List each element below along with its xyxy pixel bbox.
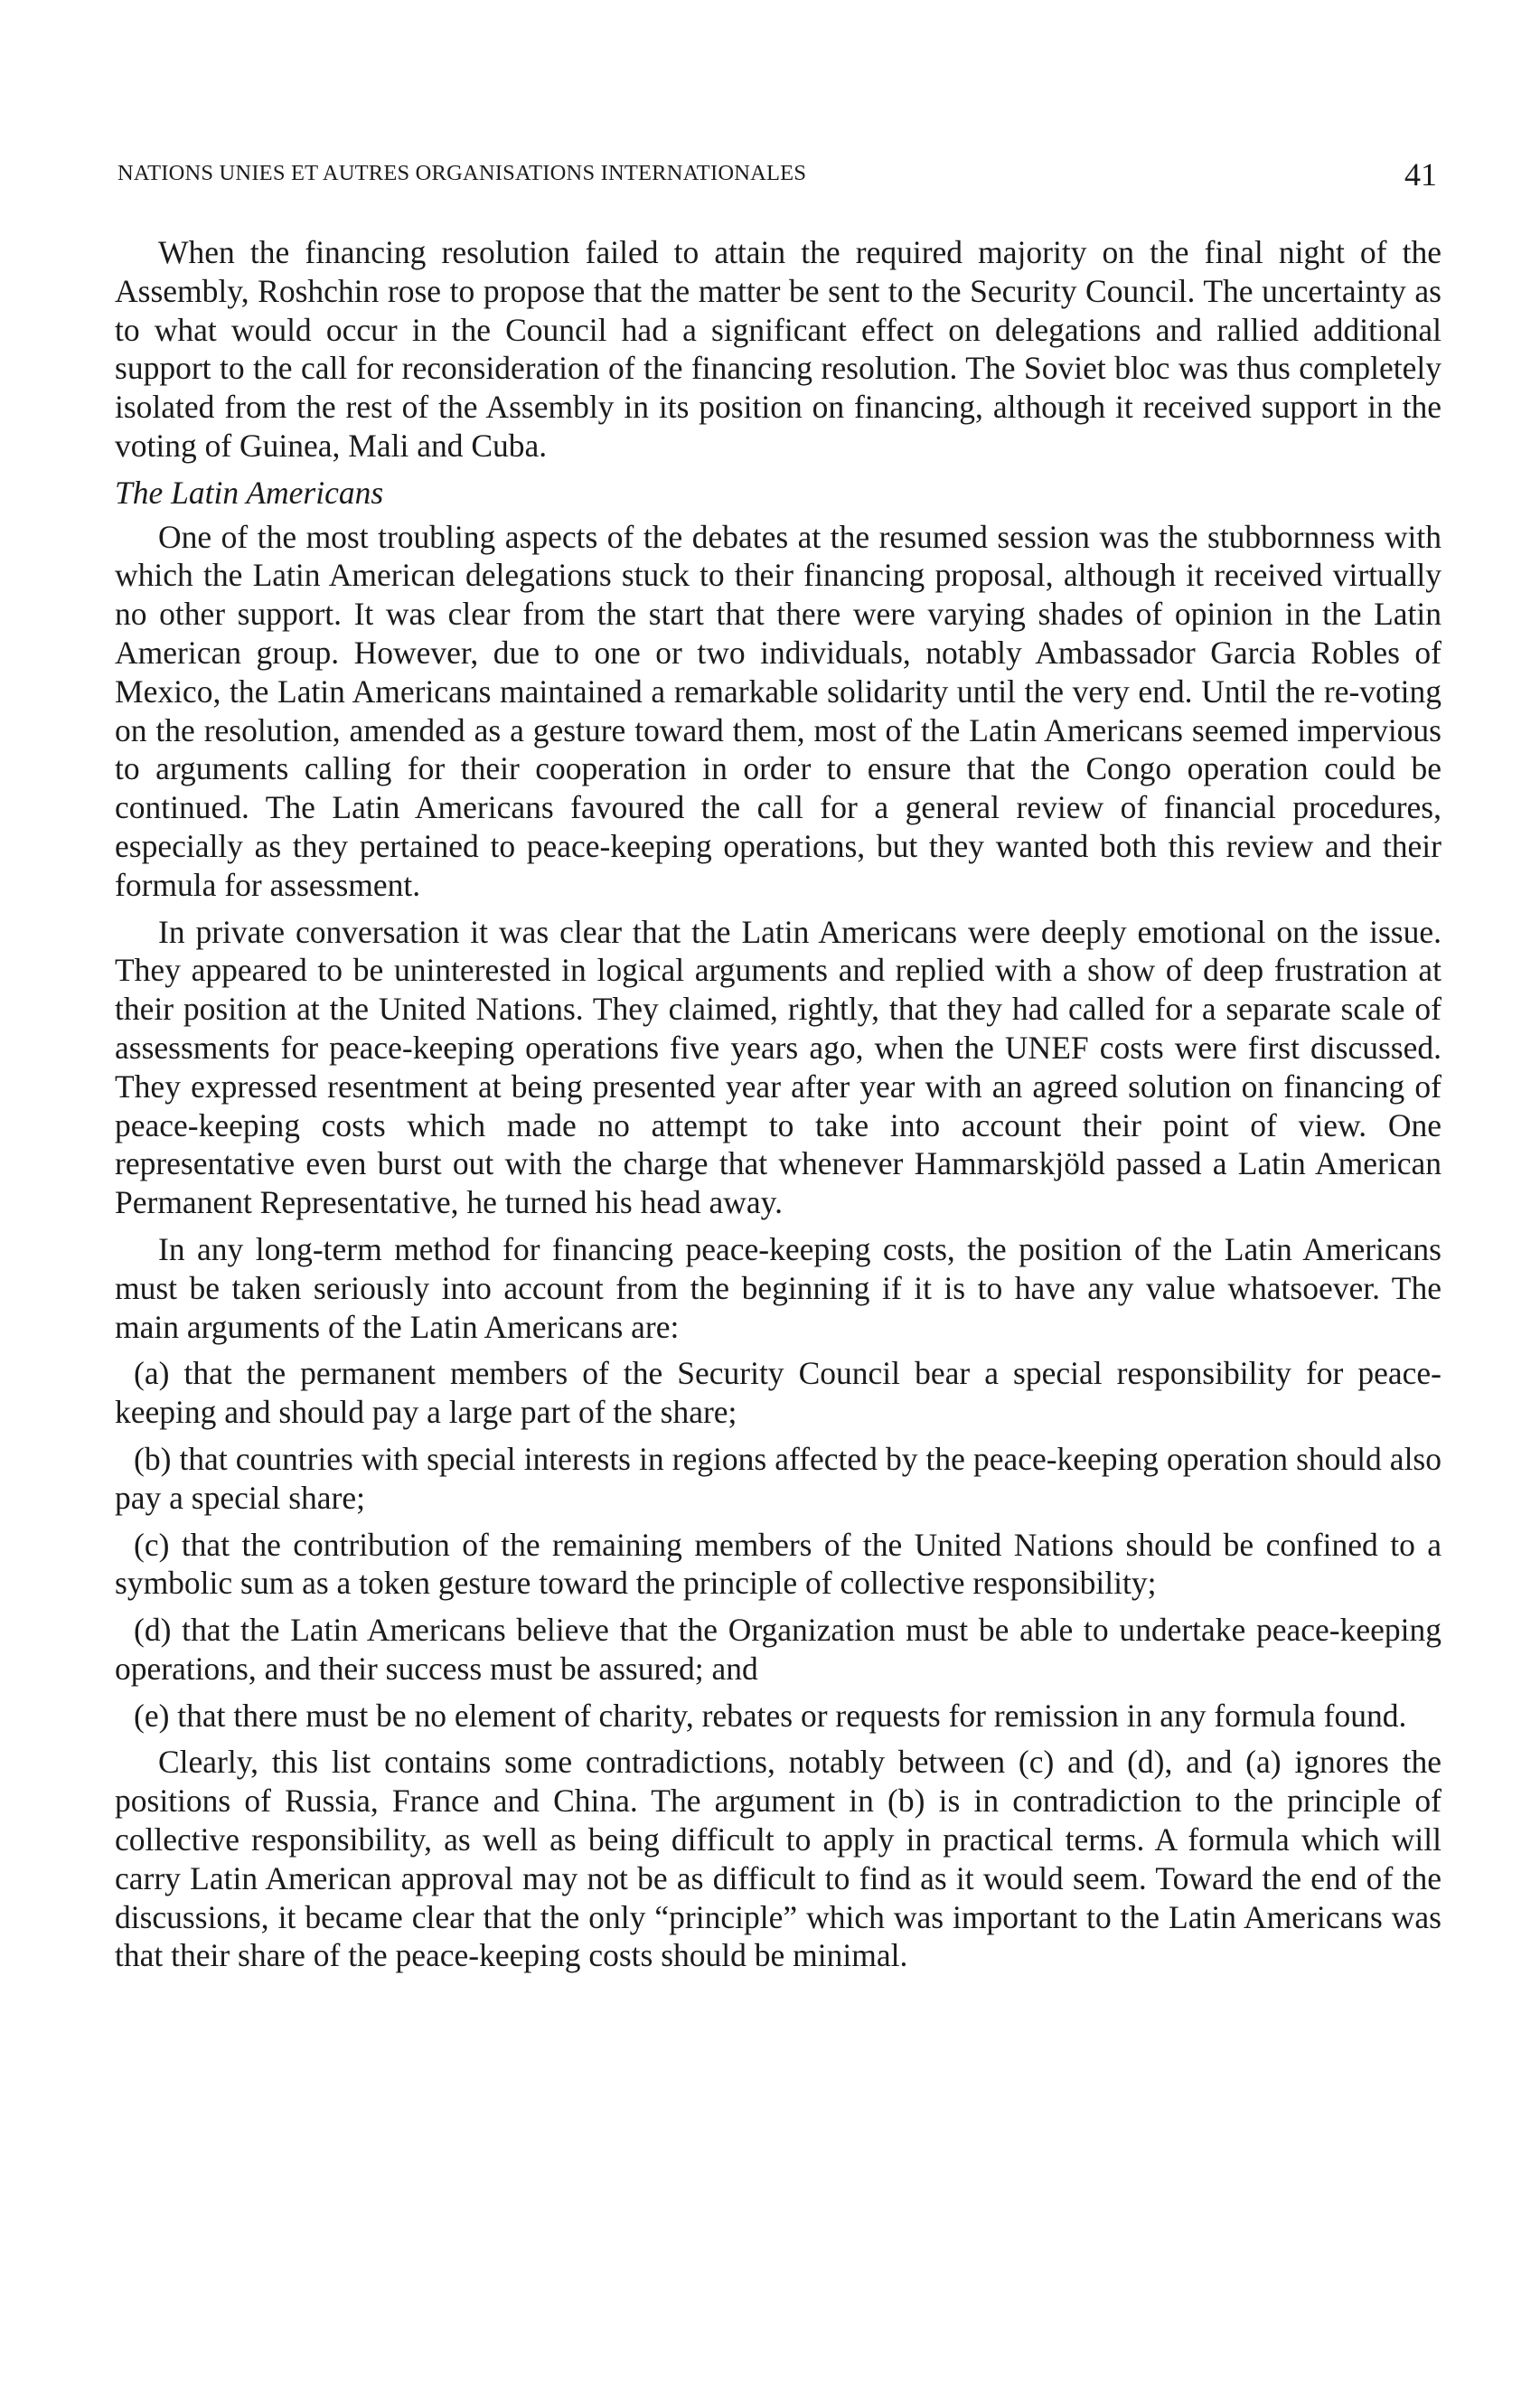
paragraph-soviet-bloc: When the financing resolution failed to attain the required majority on the final night of the Assembly, Roshchin rose to propose that the matter be sent to the Security Council. The uncertainty as to what would occur in the Council had a significant effect on delegations and rallied additional support to the call for reconsideration of the financing resolution. The Soviet bloc was thus completely isolated from the rest of the Assembly in its position on financing, although it received support in the voting of Guinea, Mali and Cuba. (115, 234, 1441, 464)
list-item-c: (c) that the contribution of the remaining members of the United Nations should be confined to a symbolic sum as a token gesture toward the principle of collective responsibility; (115, 1526, 1441, 1602)
list-item-e: (e) that there must be no element of charity, rebates or requests for remission in any formula found. (134, 1697, 1407, 1734)
page-number: 41 (1404, 156, 1437, 193)
list-item-a: (a) that the permanent members of the Security Council bear a special responsibility for peace-keeping and should pay a large part of the share; (115, 1355, 1441, 1431)
paragraph-long-term-method: In any long-term method for financing peace-keeping costs, the position of the Latin Americans must be taken seriously into account from the beginning if it is to have any value whatsoever. The main arguments of the Latin Americans are: (115, 1230, 1441, 1345)
page-header (117, 156, 1437, 199)
list-item-d: (d) that the Latin Americans believe that the Organization must be able to undertake peace-keeping operations, and their success must be assured; and (115, 1612, 1441, 1687)
paragraph-contradictions: Clearly, this list contains some contradictions, notably between (c) and (d), and (a) ignores the positions of Russia, France and China. The argument in (b) is in contradiction to the principle of collective responsibility, as well as being difficult to apply in practical terms. A formula which will carry Latin American approval may not be as difficult to find as it would seem. Toward the end of the discussions, it became clear that the only “principle” which was important to the Latin Americans was that their share of the peace-keeping costs should be minimal. (115, 1744, 1441, 1974)
running-head: NATIONS UNIES ET AUTRES ORGANISATIONS INTERNATIONALES (117, 161, 807, 185)
list-item-b: (b) that countries with special interests in regions affected by the peace-keeping operation should also pay a special share; (115, 1440, 1441, 1516)
paragraph-private-conversation: In private conversation it was clear that the Latin Americans were deeply emotional on the issue. They appeared to be uninterested in logical arguments and replied with a show of deep frustration at their position at the United Nations. They claimed, rightly, that they had called for a separate scale of assessments for peace-keeping operations five years ago, when the UNEF costs were first discussed. They expressed resentment at being presented year after year with an agreed solution on financing of peace-keeping costs which made no attempt to take into account their point of view. One representative even burst out with the charge that whenever Hammarskjöld passed a Latin American Permanent Representative, he turned his head away. (115, 913, 1441, 1221)
paragraph-latin-american-stubbornness: One of the most troubling aspects of the debates at the resumed session was the stubbornness with which the Latin American delegations stuck to their financing proposal, although it received virtually no other support. It was clear from the start that there were varying shades of opinion in the Latin American group. However, due to one or two individuals, notably Ambassador Garcia Robles of Mexico, the Latin Americans maintained a remarkable solidarity until the very end. Until the re-voting on the resolution, amended as a gesture toward them, most of the Latin Americans seemed impervious to arguments calling for their cooperation in order to ensure that the Congo operation could be continued. The Latin Americans favoured the call for a general review of financial procedures, especially as they pertained to peace-keeping operations, but they wanted both this review and their formula for assessment. (115, 518, 1441, 903)
body-text (115, 233, 1441, 1983)
section-heading-latin-americans: The Latin Americans (115, 474, 384, 511)
